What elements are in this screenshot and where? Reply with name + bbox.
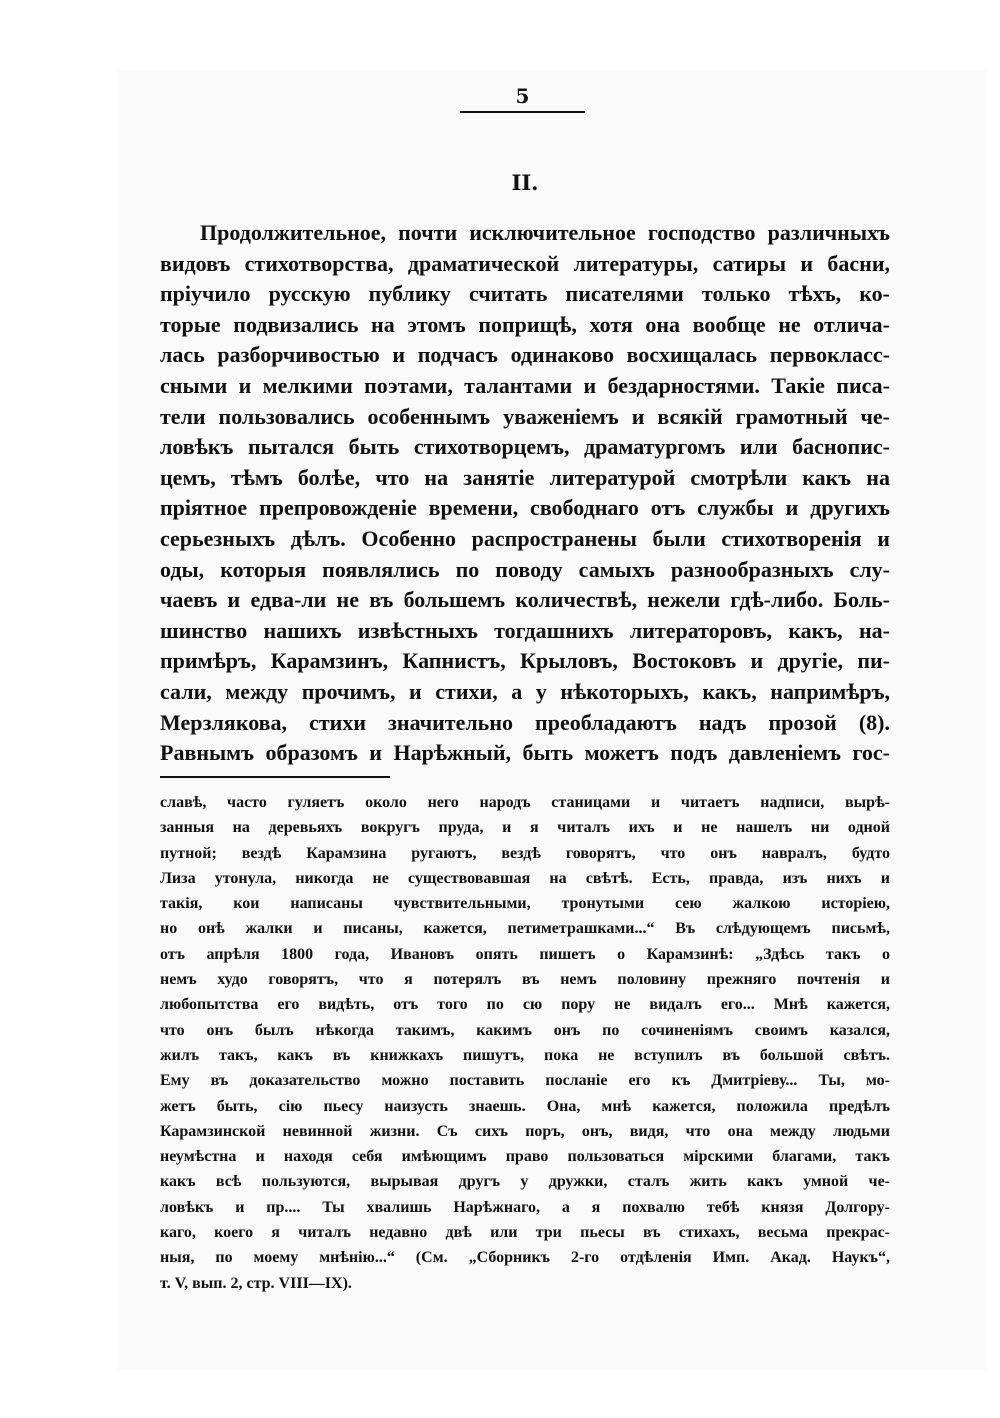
footnote-line: отъ апрѣля 1800 года, Ивановъ опять пишетъ о Карамзинѣ: „Здѣсь такъ о xyxy=(160,945,890,963)
text-line: шинство нашихъ извѣстныхъ тогдашнихъ литераторовъ, какъ, на- xyxy=(160,617,890,643)
section-heading: II. xyxy=(511,170,539,195)
footnote-line: такія, кои написаны чувствительными, тронутыми сею жалкою исторіею, xyxy=(160,895,890,913)
footnote-line: ныя, по моему мнѣнію...“ (См. „Сборникъ 2-го отдѣленія Имп. Акад. Наукъ“, xyxy=(160,1249,890,1267)
footnote-line: что онъ былъ нѣкогда такимъ, какимъ онъ по сочиненіямъ своимъ казался, xyxy=(160,1021,890,1039)
text-line: Равнымъ образомъ и Нарѣжный, быть можетъ подъ давленіемъ гос- xyxy=(160,740,890,766)
text-line: Продолжительное, почти исключительное господство различныхъ xyxy=(200,220,890,245)
footnote-line: Карамзинской невинной жизни. Съ сихъ поръ, онъ, видя, что она между людьми xyxy=(160,1122,890,1140)
text-line: лась разборчивостью и подчасъ одинаково восхищалась первокласс- xyxy=(160,342,890,368)
text-line: примѣръ, Карамзинъ, Капнистъ, Крыловъ, Востоковъ и другіе, пи- xyxy=(160,648,890,674)
footnote-line: ловѣкъ и пр.... Ты хвалишь Нарѣжнаго, а я похвалю тебѣ князя Долгору- xyxy=(160,1198,890,1216)
text-line: серьезныхъ дѣлъ. Особенно распространены были стихотворенія и xyxy=(160,525,890,551)
footnote-separator xyxy=(160,776,390,778)
text-line: ловѣкъ пытался быть стихотворцемъ, драматургомъ или баснопис- xyxy=(160,434,890,460)
footnote-line: жетъ быть, сію пьесу наизусть знаешь. Она, мнѣ кажется, положила предѣлъ xyxy=(160,1097,890,1115)
text-line: сали, между прочимъ, и стихи, а у нѣкоторыхъ, какъ, напримѣръ, xyxy=(160,678,890,704)
footnote-line: любопытства его видѣть, отъ того по сю пору не видалъ его... Мнѣ кажется, xyxy=(160,996,890,1014)
footnote-line: жилъ такъ, какъ въ книжкахъ пишутъ, пока не вступилъ въ большой свѣтъ. xyxy=(160,1046,890,1064)
page-number: 5 xyxy=(515,84,530,108)
page-number-rule xyxy=(460,111,585,113)
footnote-line: т. V, вып. 2, стр. VIII—IX). xyxy=(160,1274,352,1292)
footnote-line: какъ всѣ пользуются, вырывая другъ у дружки, сталъ жить какъ умной че- xyxy=(160,1173,890,1191)
footnote xyxy=(160,790,890,1296)
text-line: Мерзлякова, стихи значительно преобладаютъ надъ прозой (8). xyxy=(160,709,890,735)
footnote-line: но онѣ жалки и писаны, кажется, петиметрашками...“ Въ слѣдующемъ письмѣ, xyxy=(160,920,890,938)
footnote-line: немъ худо говорятъ, что я потерялъ въ немъ половину прежняго почтенія и xyxy=(160,971,890,989)
text-line: видовъ стихотворства, драматической литературы, сатиры и басни, xyxy=(160,250,890,276)
main-paragraph xyxy=(160,218,890,769)
footnote-line: славѣ, часто гуляетъ около него народъ станицами и читаетъ надписи, вырѣ- xyxy=(160,794,890,811)
footnote-line: Ему въ доказательство можно поставить посланіе его къ Дмитріеву... Ты, мо- xyxy=(160,1072,890,1090)
footnote-line: каго, коего я читалъ недавно двѣ или три пьесы въ стихахъ, весьма прекрас- xyxy=(160,1224,890,1242)
text-line: оды, которыя появлялись по поводу самыхъ разнообразныхъ слу- xyxy=(160,556,890,582)
footnote-line: путной; вездѣ Карамзина ругаютъ, вездѣ говорятъ, что онъ навралъ, будто xyxy=(160,844,890,862)
text-line: торые подвизались на этомъ поприщѣ, хотя она вообще не отлича- xyxy=(160,311,890,337)
footnote-line: неумѣстна и находя себя имѣющимъ право пользоваться мірскими благами, такъ xyxy=(160,1148,890,1166)
footnote-line: Лиза утонула, никогда не существовавшая на свѣтѣ. Есть, правда, изъ нихъ и xyxy=(160,869,890,887)
text-line: пріучило русскую публику считать писателями только тѣхъ, ко- xyxy=(160,281,890,307)
text-line: сными и мелкими поэтами, талантами и бездарностями. Такіе писа- xyxy=(160,372,890,398)
footnote-line: занныя на деревьяхъ вокругъ пруда, и я читалъ ихъ и не нашелъ ни одной xyxy=(160,819,890,837)
text-line: пріятное препровожденіе времени, свободнаго отъ службы и другихъ xyxy=(160,495,890,521)
text-line: тели пользовались особеннымъ уваженіемъ и всякій грамотный че- xyxy=(160,403,890,429)
text-line: чаевъ и едва-ли не въ большемъ количествѣ, нежели гдѣ-либо. Боль- xyxy=(160,587,890,613)
text-line: цемъ, тѣмъ болѣе, что на занятіе литературой смотрѣли какъ на xyxy=(160,464,890,490)
